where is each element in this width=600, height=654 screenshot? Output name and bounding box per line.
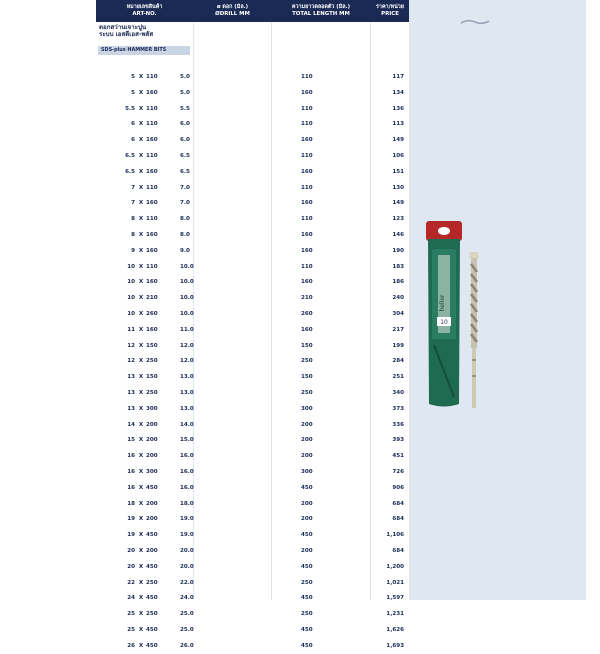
price: 1,693: [386, 642, 404, 649]
table-row: [96, 149, 409, 165]
art-times: X: [138, 216, 144, 223]
art-diameter: 10: [127, 279, 135, 286]
header-total-length: ความยาวตลอดตัว (มิล.) TOTAL LENGTH MM: [291, 4, 351, 17]
art-times: X: [138, 295, 144, 302]
art-length: 150: [146, 374, 158, 381]
table-row: [96, 70, 409, 86]
drill-diameter: 16.0: [180, 484, 194, 491]
table-row: [96, 339, 409, 355]
art-times: X: [138, 389, 144, 396]
art-times: X: [138, 611, 144, 618]
art-length: 110: [146, 216, 158, 223]
art-length: 210: [146, 295, 158, 302]
art-diameter: 22: [127, 579, 135, 586]
total-length: 250: [301, 611, 313, 618]
art-diameter: 9: [131, 247, 135, 254]
art-length: 260: [146, 310, 158, 317]
price: 906: [392, 484, 404, 491]
art-diameter: 20: [127, 547, 135, 554]
total-length: 150: [301, 342, 313, 349]
art-times: X: [138, 168, 144, 175]
art-times: X: [138, 516, 144, 523]
total-length: 450: [301, 642, 313, 649]
price: 190: [392, 247, 404, 254]
art-diameter: 19: [127, 532, 135, 539]
package-size-label: 10: [440, 319, 448, 326]
art-length: 150: [146, 342, 158, 349]
art-diameter: 19: [127, 516, 135, 523]
table-row: [96, 133, 409, 149]
art-times: X: [138, 626, 144, 633]
art-times: X: [138, 247, 144, 254]
table-row: [96, 291, 409, 307]
total-length: 160: [301, 200, 313, 207]
price: 217: [392, 326, 404, 333]
price: 684: [392, 547, 404, 554]
drill-diameter: 12.0: [180, 358, 194, 365]
art-times: X: [138, 642, 144, 649]
total-length: 250: [301, 358, 313, 365]
art-length: 300: [146, 468, 158, 475]
price: 149: [392, 200, 404, 207]
table-row: [96, 370, 409, 386]
table-row: [96, 165, 409, 181]
art-length: 160: [146, 279, 158, 286]
art-length: 200: [146, 437, 158, 444]
art-times: X: [138, 231, 144, 238]
art-diameter: 5.5: [125, 105, 135, 112]
table-row: [96, 117, 409, 133]
art-diameter: 10: [127, 310, 135, 317]
drill-diameter: 13.0: [180, 405, 194, 412]
art-times: X: [138, 342, 144, 349]
art-times: X: [138, 453, 144, 460]
table-row: [96, 512, 409, 528]
art-diameter: 6: [131, 137, 135, 144]
total-length: 450: [301, 484, 313, 491]
table-row: [96, 275, 409, 291]
table-row: [96, 576, 409, 592]
brand-logo: [460, 11, 490, 19]
price: 251: [392, 374, 404, 381]
table-row: [96, 607, 409, 623]
drill-diameter: 10.0: [180, 310, 194, 317]
table-row: [96, 260, 409, 276]
table-row: [96, 623, 409, 639]
drill-diameter: 5.5: [180, 105, 190, 112]
art-diameter: 25: [127, 611, 135, 618]
table-row: [96, 591, 409, 607]
total-length: 200: [301, 421, 313, 428]
art-length: 160: [146, 168, 158, 175]
total-length: 110: [301, 216, 313, 223]
art-length: 300: [146, 405, 158, 412]
art-length: 110: [146, 105, 158, 112]
art-times: X: [138, 105, 144, 112]
art-length: 160: [146, 200, 158, 207]
total-length: 110: [301, 152, 313, 159]
art-diameter: 13: [127, 389, 135, 396]
art-diameter: 10: [127, 263, 135, 270]
drill-diameter: 18.0: [180, 500, 194, 507]
total-length: 110: [301, 184, 313, 191]
drill-diameter: 8.0: [180, 231, 190, 238]
total-length: 250: [301, 579, 313, 586]
total-length: 200: [301, 547, 313, 554]
art-times: X: [138, 263, 144, 270]
table-row: [96, 386, 409, 402]
price: 117: [392, 74, 404, 80]
art-diameter: 6.5: [125, 152, 135, 159]
total-length: 150: [301, 374, 313, 381]
art-times: X: [138, 437, 144, 444]
table-row: [96, 481, 409, 497]
total-length: 260: [301, 310, 313, 317]
price: 340: [392, 389, 404, 396]
drill-diameter: 24.0: [180, 595, 194, 602]
art-diameter: 18: [127, 500, 135, 507]
drill-diameter: 13.0: [180, 374, 194, 381]
art-length: 200: [146, 547, 158, 554]
category-subtitle: SDS-plus HAMMER BITS: [98, 46, 190, 55]
art-diameter: 5: [131, 89, 135, 96]
art-diameter: 16: [127, 453, 135, 460]
art-diameter: 24: [127, 595, 135, 602]
art-length: 200: [146, 516, 158, 523]
drill-diameter: 11.0: [180, 326, 194, 333]
drill-diameter: 20.0: [180, 547, 194, 554]
art-length: 450: [146, 595, 158, 602]
total-length: 110: [301, 74, 313, 80]
art-times: X: [138, 152, 144, 159]
category-title: ดอกสว่านเจาะปูน ระบบ เอสดีเอส-พลัส: [99, 24, 154, 38]
art-times: X: [138, 405, 144, 412]
total-length: 450: [301, 626, 313, 633]
art-length: 250: [146, 611, 158, 618]
price: 373: [392, 405, 404, 412]
art-length: 160: [146, 326, 158, 333]
drill-diameter: 12.0: [180, 342, 194, 349]
table-row: [96, 181, 409, 197]
price: 123: [392, 216, 404, 223]
art-length: 160: [146, 247, 158, 254]
price: 113: [392, 121, 404, 128]
drill-bit-image: [466, 248, 482, 410]
price: 451: [392, 453, 404, 460]
drill-diameter: 25.0: [180, 626, 194, 633]
art-length: 250: [146, 358, 158, 365]
art-times: X: [138, 137, 144, 144]
art-diameter: 16: [127, 484, 135, 491]
price: 1,597: [386, 595, 404, 602]
table-row: [96, 544, 409, 560]
art-diameter: 15: [127, 437, 135, 444]
price: 1,106: [386, 532, 404, 539]
art-length: 450: [146, 626, 158, 633]
art-times: X: [138, 500, 144, 507]
table-row: [96, 307, 409, 323]
art-times: X: [138, 326, 144, 333]
drill-diameter: 7.0: [180, 200, 190, 207]
art-length: 110: [146, 184, 158, 191]
price: 684: [392, 500, 404, 507]
drill-diameter: 22.0: [180, 579, 194, 586]
table-row: [96, 465, 409, 481]
price: 336: [392, 421, 404, 428]
table-row: [96, 323, 409, 339]
drill-diameter: 13.0: [180, 389, 194, 396]
drill-diameter: 6.5: [180, 152, 190, 159]
drill-diameter: 7.0: [180, 184, 190, 191]
art-length: 110: [146, 74, 158, 80]
drill-diameter: 26.0: [180, 642, 194, 649]
art-times: X: [138, 200, 144, 207]
art-diameter: 12: [127, 358, 135, 365]
table-row: [96, 449, 409, 465]
art-times: X: [138, 74, 144, 80]
drill-diameter: 19.0: [180, 516, 194, 523]
package-brand-label: heller: [439, 294, 446, 312]
art-diameter: 8: [131, 216, 135, 223]
price: 199: [392, 342, 404, 349]
total-length: 110: [301, 121, 313, 128]
total-length: 200: [301, 500, 313, 507]
total-length: 450: [301, 532, 313, 539]
table-row: [96, 433, 409, 449]
art-length: 200: [146, 421, 158, 428]
table-row: [96, 196, 409, 212]
drill-diameter: 10.0: [180, 263, 194, 270]
price: 684: [392, 516, 404, 523]
art-diameter: 26: [127, 642, 135, 649]
table-row: [96, 86, 409, 102]
art-length: 450: [146, 484, 158, 491]
art-length: 450: [146, 563, 158, 570]
drill-diameter: 14.0: [180, 421, 194, 428]
total-length: 160: [301, 247, 313, 254]
drill-diameter: 10.0: [180, 295, 194, 302]
art-length: 200: [146, 453, 158, 460]
table-row: [96, 244, 409, 260]
total-length: 210: [301, 295, 313, 302]
art-diameter: 14: [127, 421, 135, 428]
art-diameter: 8: [131, 231, 135, 238]
total-length: 450: [301, 563, 313, 570]
art-times: X: [138, 579, 144, 586]
table-row: [96, 639, 409, 654]
drill-diameter: 6.0: [180, 121, 190, 128]
price: 146: [392, 231, 404, 238]
total-length: 300: [301, 405, 313, 412]
total-length: 200: [301, 516, 313, 523]
table-row: [96, 497, 409, 513]
header-price: ราคา/หน่วย PRICE: [376, 4, 404, 17]
total-length: 160: [301, 279, 313, 286]
price: 393: [392, 437, 404, 444]
total-length: 160: [301, 137, 313, 144]
total-length: 200: [301, 453, 313, 460]
art-diameter: 13: [127, 374, 135, 381]
price: 134: [392, 89, 404, 96]
price: 149: [392, 137, 404, 144]
table-row: [96, 228, 409, 244]
art-diameter: 25: [127, 626, 135, 633]
product-rows: [96, 70, 409, 654]
drill-diameter: 25.0: [180, 611, 194, 618]
table-row: [96, 528, 409, 544]
price: 284: [392, 358, 404, 365]
art-diameter: 6: [131, 121, 135, 128]
total-length: 160: [301, 168, 313, 175]
drill-diameter: 19.0: [180, 532, 194, 539]
price: 726: [392, 468, 404, 475]
price: 1,200: [386, 563, 404, 570]
price: 304: [392, 310, 404, 317]
art-times: X: [138, 421, 144, 428]
drill-diameter: 16.0: [180, 468, 194, 475]
art-times: X: [138, 374, 144, 381]
art-times: X: [138, 484, 144, 491]
art-times: X: [138, 310, 144, 317]
price: 130: [392, 184, 404, 191]
art-times: X: [138, 279, 144, 286]
art-length: 250: [146, 579, 158, 586]
table-row: [96, 102, 409, 118]
art-length: 110: [146, 152, 158, 159]
table-row: [96, 354, 409, 370]
art-diameter: 10: [127, 295, 135, 302]
art-times: X: [138, 89, 144, 96]
price: 183: [392, 263, 404, 270]
table-row: [96, 212, 409, 228]
art-diameter: 7: [131, 200, 135, 207]
art-times: X: [138, 595, 144, 602]
table-row: [96, 402, 409, 418]
drill-diameter: 5.0: [180, 74, 190, 80]
drill-diameter: 6.5: [180, 168, 190, 175]
price: 240: [392, 295, 404, 302]
header-art-no: หมายเลขสินค้า ART-NO.: [126, 4, 163, 17]
drill-diameter: 5.0: [180, 89, 190, 96]
art-diameter: 7: [131, 184, 135, 191]
price: 186: [392, 279, 404, 286]
art-times: X: [138, 358, 144, 365]
art-diameter: 16: [127, 468, 135, 475]
art-diameter: 20: [127, 563, 135, 570]
art-times: X: [138, 532, 144, 539]
drill-diameter: 9.0: [180, 247, 190, 254]
art-length: 110: [146, 263, 158, 270]
art-length: 110: [146, 121, 158, 128]
drill-diameter: 16.0: [180, 453, 194, 460]
art-length: 160: [146, 89, 158, 96]
art-times: X: [138, 468, 144, 475]
art-times: X: [138, 563, 144, 570]
art-diameter: 13: [127, 405, 135, 412]
price: 1,021: [386, 579, 404, 586]
total-length: 450: [301, 595, 313, 602]
total-length: 200: [301, 437, 313, 444]
art-length: 160: [146, 231, 158, 238]
total-length: 110: [301, 263, 313, 270]
price: 1,231: [386, 611, 404, 618]
art-length: 450: [146, 532, 158, 539]
total-length: 250: [301, 389, 313, 396]
drill-diameter: 15.0: [180, 437, 194, 444]
total-length: 160: [301, 326, 313, 333]
art-length: 250: [146, 389, 158, 396]
art-length: 160: [146, 137, 158, 144]
price: 136: [392, 105, 404, 112]
drill-diameter: 20.0: [180, 563, 194, 570]
price: 1,626: [386, 626, 404, 633]
total-length: 300: [301, 468, 313, 475]
total-length: 160: [301, 89, 313, 96]
art-times: X: [138, 547, 144, 554]
package-image: [424, 221, 464, 409]
price: 106: [392, 152, 404, 159]
drill-diameter: 10.0: [180, 279, 194, 286]
art-times: X: [138, 184, 144, 191]
table-row: [96, 560, 409, 576]
art-diameter: 12: [127, 342, 135, 349]
art-diameter: 5: [131, 74, 135, 80]
table-row: [96, 418, 409, 434]
art-times: X: [138, 121, 144, 128]
art-diameter: 11: [127, 326, 135, 333]
art-length: 450: [146, 642, 158, 649]
price: 151: [392, 168, 404, 175]
total-length: 110: [301, 105, 313, 112]
header-drill: ø ดอก (มิล.) ØDRILL MM: [215, 4, 250, 17]
total-length: 160: [301, 231, 313, 238]
drill-diameter: 6.0: [180, 137, 190, 144]
drill-diameter: 8.0: [180, 216, 190, 223]
art-diameter: 6.5: [125, 168, 135, 175]
art-length: 200: [146, 500, 158, 507]
